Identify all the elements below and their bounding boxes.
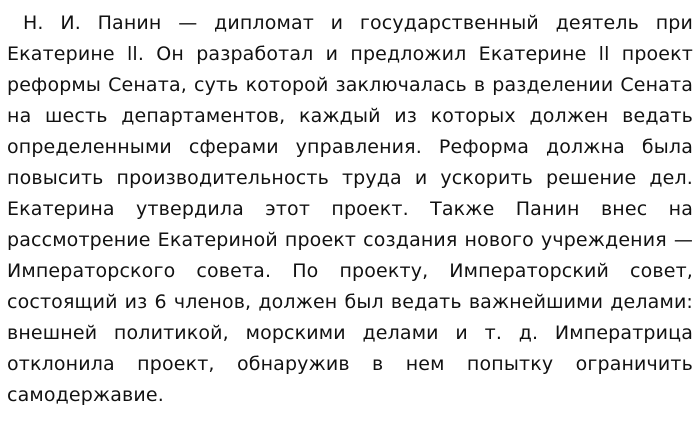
document-body [7,8,693,411]
body-paragraph: Н. И. Панин — дипломат и государственный деятель при Екатерине ll. Он разработал и предложил Екатерине ll проект реформы Сената, суть которой заключалась в разделении Сената на шесть департаментов, каждый из которых должен ведать определенными сферами управления. Реформа должна была повысить производительность труда и ускорить решение дел. Екатерина утвердила этот проект. Также Панин внес на рассмотрение Екатериной проект создания нового учреждения — Императорского совета. По проекту, Императорский совет, состоящий из 6 членов, должен был ведать важнейшими делами: внешней политикой, морскими делами и т. д. Императрица отклонила проект, обнаружив в нем попытку ограничить самодержавие. [7,12,693,406]
